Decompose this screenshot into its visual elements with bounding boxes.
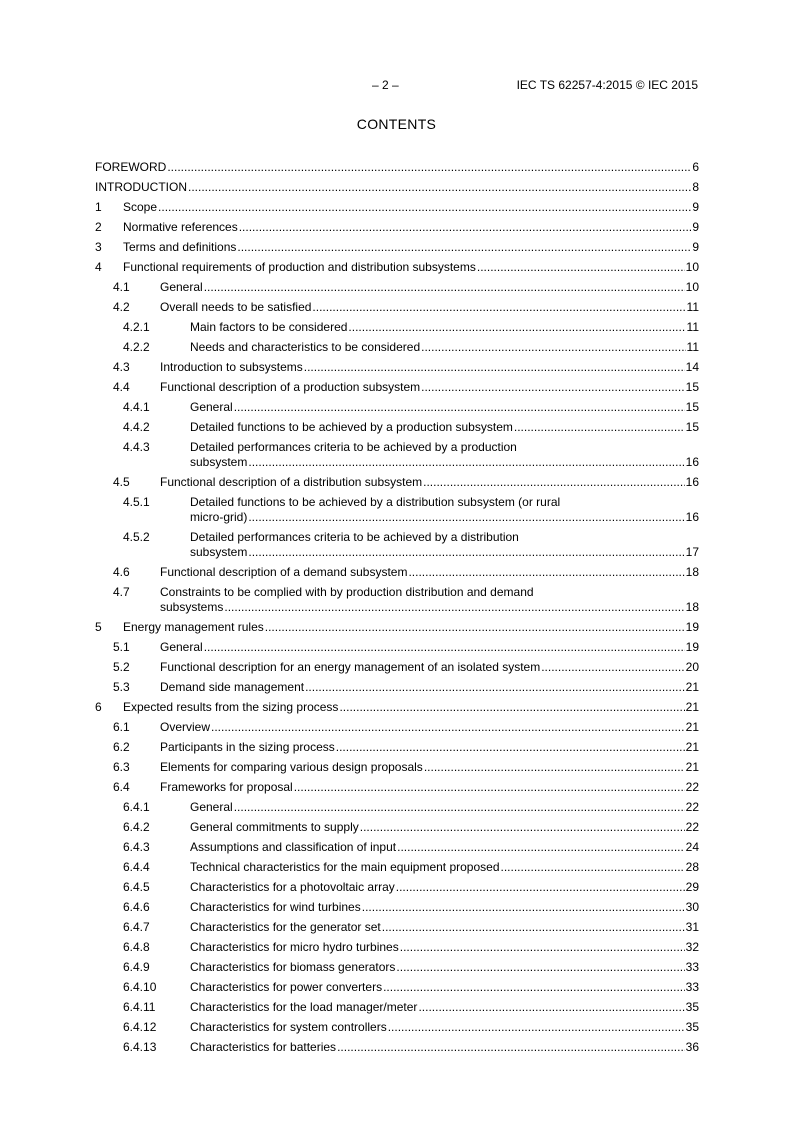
toc-entry-number: 6.1 (113, 720, 130, 734)
toc-entry-title: Characteristics for wind turbines (190, 900, 361, 914)
toc-entry[interactable] (95, 527, 699, 562)
toc-entry[interactable] (95, 297, 699, 317)
toc-entry-title: FOREWORD (95, 160, 167, 174)
toc-entry-number: 4.4 (113, 380, 130, 394)
toc-entry-number: 4.2.1 (123, 320, 150, 334)
table-of-contents (95, 157, 699, 1057)
toc-entry-page: 35 (685, 1000, 699, 1014)
toc-entry[interactable] (95, 562, 699, 582)
dot-leader (312, 300, 685, 314)
dot-leader (397, 840, 685, 854)
toc-entry-page: 22 (685, 800, 699, 814)
page-title: CONTENTS (356, 116, 437, 132)
toc-entry-page: 15 (685, 400, 699, 414)
toc-entry[interactable] (95, 437, 699, 472)
dot-leader (158, 200, 691, 214)
toc-entry-number: 6 (95, 700, 102, 714)
toc-entry-number: 5 (95, 620, 102, 634)
dot-leader (188, 180, 691, 194)
toc-entry-number: 6.4.2 (123, 820, 150, 834)
toc-entry-number: 6.4.4 (123, 860, 150, 874)
toc-entry-number: 4.4.3 (123, 440, 150, 454)
toc-entry-title: Participants in the sizing process (160, 740, 335, 754)
toc-entry-page: 9 (692, 200, 699, 214)
toc-entry-title: Demand side management (160, 680, 305, 694)
toc-entry[interactable] (95, 472, 699, 492)
toc-entry-number: 2 (95, 220, 102, 234)
toc-entry-page: 32 (685, 940, 699, 954)
toc-entry[interactable] (95, 657, 699, 677)
toc-entry-number: 6.4.7 (123, 920, 150, 934)
toc-entry[interactable] (95, 337, 699, 357)
dot-leader (248, 510, 684, 524)
toc-entry-title: Characteristics for system controllers (190, 1020, 387, 1034)
toc-entry-number: 6.4.9 (123, 960, 150, 974)
toc-entry[interactable] (95, 417, 699, 437)
toc-entry[interactable] (95, 357, 699, 377)
toc-entry[interactable] (95, 957, 699, 977)
toc-entry-title: Characteristics for micro hydro turbines (190, 940, 399, 954)
toc-entry-page: 28 (685, 860, 699, 874)
dot-leader (362, 900, 685, 914)
toc-entry[interactable] (95, 917, 699, 937)
toc-entry-page: 35 (685, 1020, 699, 1034)
dot-leader (383, 980, 685, 994)
toc-entry-title-continuation: subsystems (160, 600, 224, 614)
toc-entry-number: 4.7 (113, 585, 130, 599)
dot-leader (388, 1020, 685, 1034)
toc-entry-number: 6.4.10 (123, 980, 157, 994)
dot-leader (337, 1040, 685, 1054)
toc-entry[interactable] (95, 877, 699, 897)
toc-entry-title: Functional description of a production subsystem (160, 380, 421, 394)
toc-entry-page: 15 (685, 380, 699, 394)
dot-leader (348, 320, 685, 334)
dot-leader (234, 800, 685, 814)
toc-entry-title: Overall needs to be satisfied (160, 300, 312, 314)
toc-entry[interactable] (95, 317, 699, 337)
dot-leader (396, 880, 685, 894)
toc-entry[interactable] (95, 817, 699, 837)
toc-entry-title: Detailed functions to be achieved by a distribution subsystem (or rural (190, 495, 561, 509)
toc-entry-page: 31 (685, 920, 699, 934)
toc-entry-title-continuation: subsystem (190, 545, 248, 559)
toc-entry-number: 6.4.1 (123, 800, 150, 814)
toc-entry-number: 4.2 (113, 300, 130, 314)
toc-entry-number: 5.1 (113, 640, 130, 654)
dot-leader (204, 280, 685, 294)
toc-entry[interactable] (95, 217, 699, 237)
dot-leader (382, 920, 685, 934)
dot-leader (418, 1000, 684, 1014)
toc-entry-page: 24 (685, 840, 699, 854)
toc-entry[interactable] (95, 492, 699, 527)
toc-entry-title: Functional description for an energy management of an isolated system (160, 660, 541, 674)
dot-leader (423, 475, 685, 489)
toc-entry-page: 21 (685, 760, 699, 774)
toc-entry-number: 4.5.2 (123, 530, 150, 544)
toc-entry-page: 33 (685, 980, 699, 994)
toc-entry-title: Functional requirements of production and distribution subsystems (123, 260, 476, 274)
toc-entry-title: Detailed performances criteria to be achieved by a production (190, 440, 517, 454)
toc-entry-page: 8 (692, 180, 699, 194)
toc-entry-title: Introduction to subsystems (160, 360, 303, 374)
toc-entry-number: 5.3 (113, 680, 130, 694)
toc-entry-title: Expected results from the sizing process (123, 700, 339, 714)
dot-leader (408, 565, 684, 579)
dot-leader (265, 620, 685, 634)
standard-reference: IEC TS 62257-4:2015 © IEC 2015 (516, 78, 698, 92)
toc-entry-title: INTRODUCTION (95, 180, 187, 194)
toc-entry[interactable] (95, 677, 699, 697)
toc-entry-page: 10 (685, 260, 699, 274)
toc-entry-title: Needs and characteristics to be considered (190, 340, 421, 354)
dot-leader (421, 380, 685, 394)
dot-leader (237, 240, 691, 254)
toc-entry-number: 6.4 (113, 780, 130, 794)
toc-entry[interactable] (95, 737, 699, 757)
toc-entry-title: Frameworks for proposal (160, 780, 293, 794)
dot-leader (421, 340, 685, 354)
toc-entry-number: 4.5.1 (123, 495, 150, 509)
toc-entry[interactable] (95, 1037, 699, 1057)
dot-leader (360, 820, 685, 834)
toc-entry[interactable] (95, 717, 699, 737)
dot-leader (339, 700, 684, 714)
toc-entry-number: 6.4.12 (123, 1020, 157, 1034)
toc-entry-page: 14 (685, 360, 699, 374)
toc-entry-number: 1 (95, 200, 102, 214)
toc-entry-title: Functional description of a distribution subsystem (160, 475, 423, 489)
toc-entry[interactable] (95, 257, 699, 277)
toc-entry[interactable] (95, 177, 699, 197)
toc-entry-title: Characteristics for biomass generators (190, 960, 396, 974)
toc-entry-number: 4.2.2 (123, 340, 150, 354)
toc-entry-title: Detailed performances criteria to be achieved by a distribution (190, 530, 519, 544)
toc-entry-page: 19 (685, 620, 699, 634)
toc-entry[interactable] (95, 277, 699, 297)
toc-entry-title: Scope (123, 200, 158, 214)
dot-leader (167, 160, 691, 174)
toc-entry-page: 16 (685, 510, 699, 524)
toc-entry[interactable] (95, 777, 699, 797)
dot-leader (224, 600, 684, 614)
toc-entry[interactable] (95, 837, 699, 857)
toc-entry-number: 4.4.1 (123, 400, 150, 414)
toc-entry-page: 16 (685, 455, 699, 469)
dot-leader (336, 740, 685, 754)
toc-entry-page: 11 (686, 320, 699, 334)
toc-entry-page: 22 (685, 820, 699, 834)
toc-entry[interactable] (95, 797, 699, 817)
toc-entry[interactable] (95, 997, 699, 1017)
toc-entry-page: 9 (692, 240, 699, 254)
dot-leader (304, 360, 685, 374)
toc-entry-title-continuation: subsystem (190, 455, 248, 469)
toc-entry-number: 6.2 (113, 740, 130, 754)
toc-entry-title: General (160, 640, 203, 654)
dot-leader (400, 940, 685, 954)
toc-entry-title: Normative references (123, 220, 238, 234)
toc-entry-page: 20 (685, 660, 699, 674)
toc-entry-number: 4.1 (113, 280, 130, 294)
toc-entry[interactable] (95, 237, 699, 257)
toc-entry[interactable] (95, 582, 699, 617)
dot-leader (204, 640, 685, 654)
toc-entry-page: 18 (685, 565, 699, 579)
toc-entry-number: 6.3 (113, 760, 130, 774)
toc-entry-number: 6.4.3 (123, 840, 150, 854)
toc-entry-number: 6.4.8 (123, 940, 150, 954)
dot-leader (294, 780, 685, 794)
toc-entry-number: 4 (95, 260, 102, 274)
toc-entry-number: 6.4.5 (123, 880, 150, 894)
dot-leader (248, 455, 684, 469)
toc-entry-page: 21 (685, 720, 699, 734)
toc-entry-page: 11 (686, 300, 699, 314)
toc-entry-page: 15 (685, 420, 699, 434)
toc-entry[interactable] (95, 757, 699, 777)
toc-entry-page: 22 (685, 780, 699, 794)
toc-entry-page: 30 (685, 900, 699, 914)
toc-entry-page: 19 (685, 640, 699, 654)
dot-leader (211, 720, 685, 734)
toc-entry-title-continuation: micro-grid) (190, 510, 248, 524)
toc-entry-title: Characteristics for batteries (190, 1040, 337, 1054)
toc-entry[interactable] (95, 857, 699, 877)
dot-leader (305, 680, 685, 694)
toc-entry[interactable] (95, 617, 699, 637)
toc-entry-number: 4.3 (113, 360, 130, 374)
dot-leader (501, 860, 685, 874)
toc-entry[interactable] (95, 1017, 699, 1037)
toc-entry-title: Main factors to be considered (190, 320, 348, 334)
page-number: – 2 – (372, 78, 399, 92)
toc-entry[interactable] (95, 637, 699, 657)
toc-entry-page: 29 (685, 880, 699, 894)
dot-leader (248, 545, 684, 559)
toc-entry-title: Technical characteristics for the main equipment proposed (190, 860, 500, 874)
toc-entry-page: 16 (685, 475, 699, 489)
toc-entry-page: 21 (685, 740, 699, 754)
toc-entry-page: 11 (686, 340, 699, 354)
toc-entry-title: Characteristics for the generator set (190, 920, 381, 934)
toc-entry-number: 4.4.2 (123, 420, 150, 434)
dot-leader (541, 660, 684, 674)
toc-entry-number: 6.4.6 (123, 900, 150, 914)
toc-entry-title: Terms and definitions (123, 240, 237, 254)
toc-entry-page: 9 (692, 220, 699, 234)
toc-entry[interactable] (95, 697, 699, 717)
toc-entry-title: Characteristics for the load manager/meter (190, 1000, 418, 1014)
toc-entry-page: 21 (685, 680, 699, 694)
toc-entry-title: Elements for comparing various design proposals (160, 760, 423, 774)
toc-entry-number: 5.2 (113, 660, 130, 674)
page-header (0, 78, 793, 94)
toc-entry-title: Characteristics for power converters (190, 980, 383, 994)
dot-leader (239, 220, 692, 234)
toc-entry[interactable] (95, 977, 699, 997)
toc-entry[interactable] (95, 157, 699, 177)
toc-entry[interactable] (95, 897, 699, 917)
toc-entry-title: General commitments to supply (190, 820, 359, 834)
toc-entry[interactable] (95, 197, 699, 217)
toc-entry-page: 10 (685, 280, 699, 294)
toc-entry-title: Detailed functions to be achieved by a production subsystem (190, 420, 513, 434)
toc-entry-page: 36 (685, 1040, 699, 1054)
toc-entry-number: 3 (95, 240, 102, 254)
toc-entry-title: Functional description of a demand subsystem (160, 565, 408, 579)
toc-entry-title: Characteristics for a photovoltaic array (190, 880, 395, 894)
toc-entry-number: 6.4.11 (123, 1000, 156, 1014)
toc-entry-number: 4.6 (113, 565, 130, 579)
toc-entry-page: 21 (685, 700, 699, 714)
toc-entry-page: 33 (685, 960, 699, 974)
dot-leader (396, 960, 684, 974)
toc-entry-number: 6.4.13 (123, 1040, 157, 1054)
toc-entry-title: General (190, 400, 233, 414)
dot-leader (514, 420, 685, 434)
toc-entry-page: 6 (692, 160, 699, 174)
toc-entry-title: Assumptions and classification of input (190, 840, 397, 854)
toc-entry-title: General (160, 280, 203, 294)
toc-entry-page: 18 (685, 600, 699, 614)
toc-entry-page: 17 (685, 545, 699, 559)
toc-entry-title: Constraints to be complied with by production distribution and demand (160, 585, 534, 599)
toc-entry[interactable] (95, 377, 699, 397)
toc-entry-title: Energy management rules (123, 620, 264, 634)
toc-entry[interactable] (95, 937, 699, 957)
toc-entry-title: Overview (160, 720, 211, 734)
toc-entry-number: 4.5 (113, 475, 130, 489)
toc-entry-title: General (190, 800, 233, 814)
dot-leader (477, 260, 685, 274)
dot-leader (234, 400, 685, 414)
dot-leader (424, 760, 685, 774)
toc-entry[interactable] (95, 397, 699, 417)
